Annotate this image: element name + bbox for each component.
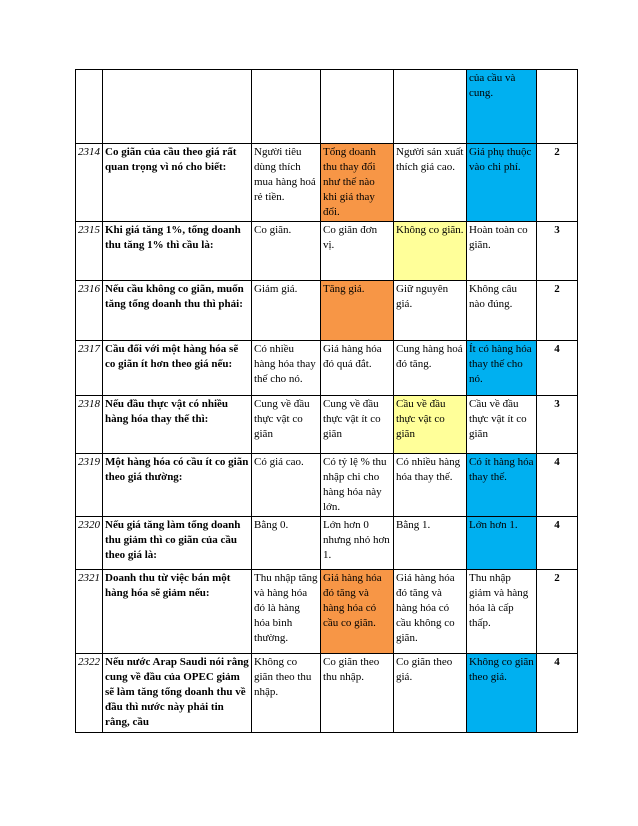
cell-option-a: Không co giãn theo thu nhập.: [252, 654, 321, 733]
cell-option-c: Giá hàng hóa đó tăng và hàng hóa có cầu không co giãn.: [394, 570, 467, 654]
cell-answer: 4: [537, 341, 578, 396]
cell-option-a: Người tiêu dùng thích mua hàng hoá rẻ tiền.: [252, 144, 321, 222]
cell-option-b: Lớn hơn 0 nhưng nhỏ hơn 1.: [321, 517, 394, 570]
cell-question: Nếu nước Arap Saudi nói rằng cung về đầu của OPEC giảm sẽ làm tăng tổng doanh thu về đầu thì nước này phải tin rằng, cầu: [103, 654, 252, 733]
cell-option-a: Thu nhập tăng và hàng hóa đó là hàng hóa bình thường.: [252, 570, 321, 654]
cell-option-d: Có ít hàng hóa thay thế.: [467, 454, 537, 517]
cell-option-d: của cầu và cung.: [467, 70, 537, 144]
cell-option-c: Giữ nguyên giá.: [394, 281, 467, 341]
table-row: [76, 341, 578, 396]
cell-num: 2318: [76, 396, 103, 454]
cell-option-d: Ít có hàng hóa thay thế cho nó.: [467, 341, 537, 396]
cell-answer: 3: [537, 222, 578, 281]
cell-question: Nếu đầu thực vật có nhiều hàng hóa thay thế thì:: [103, 396, 252, 454]
table-row: [76, 281, 578, 341]
cell-num: 2321: [76, 570, 103, 654]
cell-option-c: Người sản xuất thích giá cao.: [394, 144, 467, 222]
cell-option-d: Thu nhập giảm và hàng hóa là cấp thấp.: [467, 570, 537, 654]
cell-option-d: Cầu về đầu thực vật ít co giãn: [467, 396, 537, 454]
cell-option-a: Bằng 0.: [252, 517, 321, 570]
cell-num: 2315: [76, 222, 103, 281]
cell-option-d: Lớn hơn 1.: [467, 517, 537, 570]
cell-question: [103, 70, 252, 144]
cell-option-d: Giá phụ thuộc vào chi phí.: [467, 144, 537, 222]
table-row-top: [76, 70, 578, 144]
cell-option-a: Có nhiều hàng hóa thay thế cho nó.: [252, 341, 321, 396]
cell-option-a: Co giãn.: [252, 222, 321, 281]
cell-question: Một hàng hóa có cầu ít co giãn theo giá thường:: [103, 454, 252, 517]
cell-question: Cầu đối với một hàng hóa sẽ co giãn ít hơn theo giá nếu:: [103, 341, 252, 396]
cell-option-c: Có nhiều hàng hóa thay thế.: [394, 454, 467, 517]
cell-num: 2314: [76, 144, 103, 222]
cell-question: Co giãn của cầu theo giá rất quan trọng vì nó cho biết:: [103, 144, 252, 222]
table-row: [76, 144, 578, 222]
cell-option-c: Cầu về đầu thực vật co giãn: [394, 396, 467, 454]
cell-option-c: Không co giãn.: [394, 222, 467, 281]
table-row: [76, 396, 578, 454]
cell-option-b: [321, 70, 394, 144]
cell-num: 2320: [76, 517, 103, 570]
cell-option-a: Giảm giá.: [252, 281, 321, 341]
cell-option-d: Hoàn toàn co giãn.: [467, 222, 537, 281]
cell-answer: 4: [537, 654, 578, 733]
cell-option-a: [252, 70, 321, 144]
table-row: [76, 454, 578, 517]
cell-answer: 4: [537, 454, 578, 517]
cell-option-a: Cung về đầu thực vật co giãn: [252, 396, 321, 454]
cell-answer: 2: [537, 144, 578, 222]
cell-question: Nếu giá tăng làm tổng doanh thu giảm thì co giãn của cầu theo giá là:: [103, 517, 252, 570]
cell-option-b: Co giãn theo thu nhập.: [321, 654, 394, 733]
cell-question: Khi giá tăng 1%, tổng doanh thu tăng 1% thì cầu là:: [103, 222, 252, 281]
table-row: [76, 570, 578, 654]
cell-option-c: Co giãn theo giá.: [394, 654, 467, 733]
question-table: [75, 69, 578, 733]
cell-question: Nếu cầu không co giãn, muốn tăng tổng doanh thu thì phải:: [103, 281, 252, 341]
cell-option-a: Có giá cao.: [252, 454, 321, 517]
cell-option-c: Bằng 1.: [394, 517, 467, 570]
cell-option-b: Co giãn đơn vị.: [321, 222, 394, 281]
cell-num: 2322: [76, 654, 103, 733]
table-row: [76, 654, 578, 733]
cell-option-d: Không co giãn theo giá.: [467, 654, 537, 733]
cell-answer: 4: [537, 517, 578, 570]
table-row: [76, 517, 578, 570]
cell-num: 2317: [76, 341, 103, 396]
cell-num: [76, 70, 103, 144]
cell-option-c: [394, 70, 467, 144]
cell-answer: 2: [537, 281, 578, 341]
cell-answer: 3: [537, 396, 578, 454]
cell-option-b: Tổng doanh thu thay đổi như thế nào khi giá thay đổi.: [321, 144, 394, 222]
cell-option-b: Tăng giá.: [321, 281, 394, 341]
cell-num: 2319: [76, 454, 103, 517]
cell-option-b: Cung về đầu thực vật ít co giãn: [321, 396, 394, 454]
cell-num: 2316: [76, 281, 103, 341]
table-row: [76, 222, 578, 281]
cell-option-d: Không câu nào đúng.: [467, 281, 537, 341]
cell-answer: [537, 70, 578, 144]
cell-option-b: Có tỷ lệ % thu nhập chi cho hàng hóa này lớn.: [321, 454, 394, 517]
cell-answer: 2: [537, 570, 578, 654]
cell-question: Doanh thu từ việc bán một hàng hóa sẽ giảm nếu:: [103, 570, 252, 654]
cell-option-b: Giá hàng hóa đó quá đắt.: [321, 341, 394, 396]
cell-option-c: Cung hàng hoá đó tăng.: [394, 341, 467, 396]
cell-option-b: Giá hàng hóa đó tăng và hàng hóa có cầu co giãn.: [321, 570, 394, 654]
